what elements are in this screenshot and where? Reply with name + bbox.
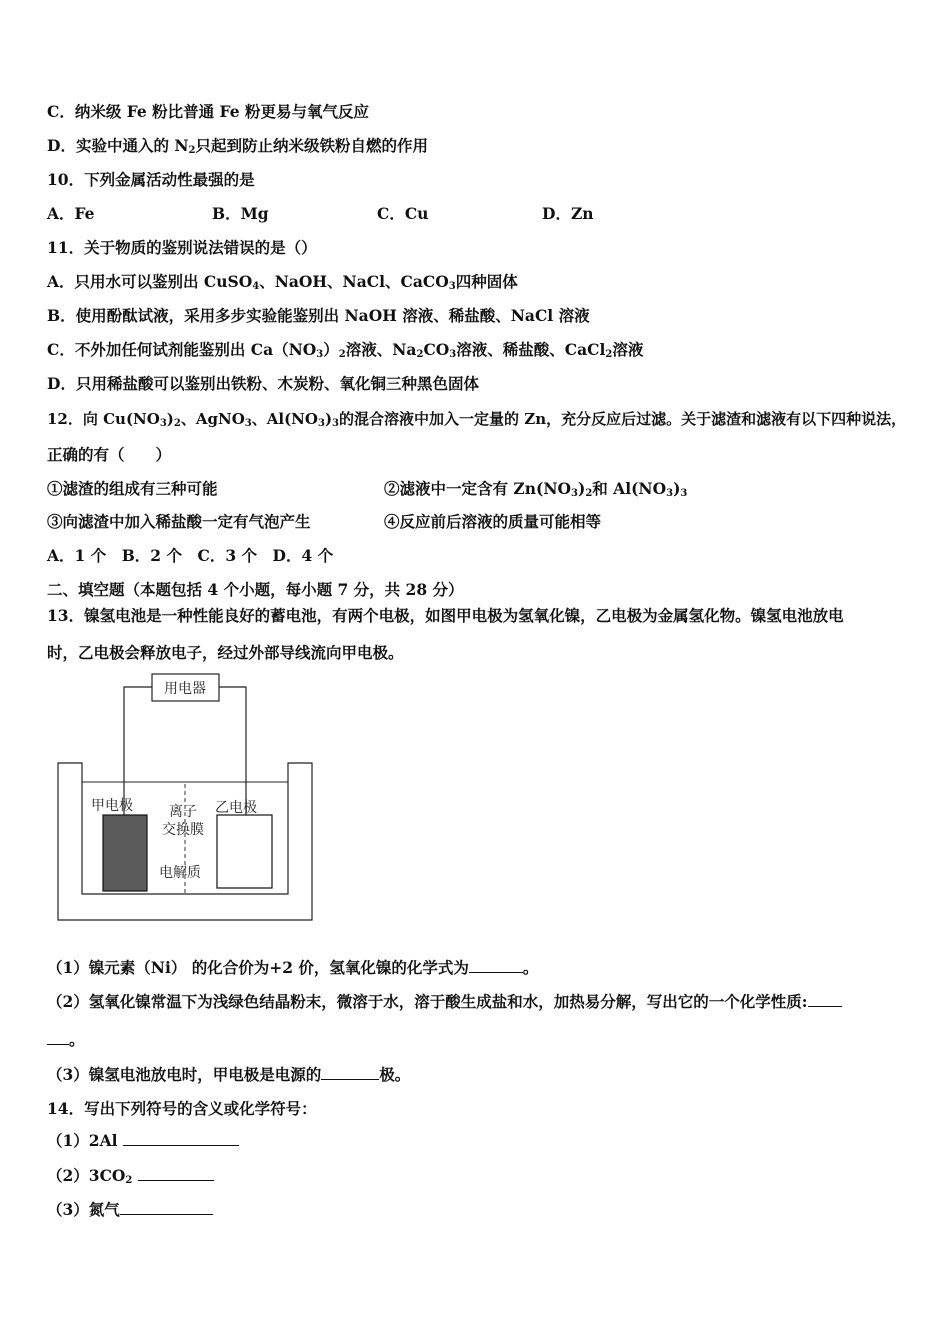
left-electrode [103,815,147,891]
q14-stem: 14．写出下列符号的含义或化学符号： [47,1099,317,1118]
q11-option-a: A．只用水可以鉴别出 CuSO$_4$、NaOH、NaCl、CaCO$_3$四种固体 [47,272,518,292]
q12-statement-1: ①滤渣的组成有三种可能 [47,479,218,498]
answer-blank[interactable] [138,1166,214,1181]
q14-item-2: $(2)3CO_2$ [47,1166,214,1191]
battery-diagram [55,672,317,924]
left-electrode-label: 甲电极 [91,798,133,814]
q10-option-b: B．Mg [212,204,269,223]
q12-statement-4: ④反应前后溶液的质量可能相等 [384,512,602,531]
q14-item-1: （1）2Al [47,1131,239,1151]
answer-blank[interactable] [469,958,523,973]
q12-stem-line2: 正确的有（ ） [47,445,172,464]
right-electrode-label: 乙电极 [215,800,257,816]
answer-blank[interactable] [120,1200,213,1215]
right-wire [219,687,246,815]
membrane-label-2: 交换膜 [162,822,204,838]
q13-sub2: （2）氢氧化镍常温下为浅绿色结晶粉末，微溶于水，溶于酸生成盐和水，加热易分解，写出它的一个化学性质: [47,992,842,1012]
q12-options: A．1 个 B．2 个 C．3 个 D．4 个 [47,546,334,565]
q10-stem: 10．下列金属活动性最强的是 [47,170,255,189]
section-heading: 二、填空题（本题包括 4 个小题，每小题 7 分，共 28 分） [47,580,464,599]
q10-option-c: C．Cu [377,204,429,223]
q11-option-b: B．使用酚酞试液，采用多步实验能鉴别出 NaOH 溶液、稀盐酸、NaCl 溶液 [47,306,590,325]
q13-sub1: （1）镍元素（Ni） 的化合价为+2 价，氢氧化镍的化学式为 。 [47,958,539,977]
q11-option-c: C．不外加任何试剂能鉴别出 $Ca(NO_3)_2$溶液、$Na_2CO_3$溶液、稀盐酸、CaCl$_2$溶液 [47,340,644,360]
q13-sub2-cont: 。 [47,1030,85,1050]
q11-option-d: D．只用稀盐酸可以鉴别出铁粉、木炭粉、氧化铜三种黑色固体 [47,374,479,393]
q12-statement-2: ②滤液中一定含有 $Zn(NO_3)_2$和 $Al(NO_3)_3$ [384,479,688,499]
appliance-label: 用电器 [164,681,206,697]
answer-blank[interactable] [808,992,842,1007]
electrolyte-label: 电解质 [159,865,201,881]
q12-statement-3: ③向滤渣中加入稀盐酸一定有气泡产生 [47,512,311,531]
left-wire [124,687,152,815]
q14-item-3: （3）氮气 [47,1200,213,1220]
membrane-label-1: 离子 [169,804,197,820]
right-electrode [217,815,272,888]
q13-stem-line2: 时，乙电极会释放电子，经过外部导线流向甲电极。 [47,643,404,662]
answer-blank[interactable] [47,1030,69,1045]
q10-option-d: D．Zn [542,204,594,223]
answer-blank[interactable] [321,1065,379,1080]
answer-blank[interactable] [123,1131,239,1146]
q9-option-c: C．纳米级 Fe 粉比普通 Fe 粉更易与氧气反应 [47,102,369,121]
q9-option-d: D．实验中通入的 $N_2$只起到防止纳米级铁粉自燃的作用 [47,136,428,156]
q13-sub3: （3）镍氢电池放电时，甲电极是电源的 极。 [47,1065,411,1084]
q13-stem: 13．镍氢电池是一种性能良好的蓄电池，有两个电极，如图甲电极为氢氧化镍，乙电极为金属氢化物。镍氢电池放电 [47,606,844,625]
q10-option-a: A．Fe [47,204,95,223]
q12-stem: 12．向 $Cu(NO_3)_2$、AgNO$_3$、$Al(NO_3)_3$的混合溶液中加入一定量的 Zn，充分反应后过滤。关于滤渣和滤液有以下四种说法， [47,410,907,429]
q11-stem: 11．关于物质的鉴别说法错误的是（） [47,238,317,257]
